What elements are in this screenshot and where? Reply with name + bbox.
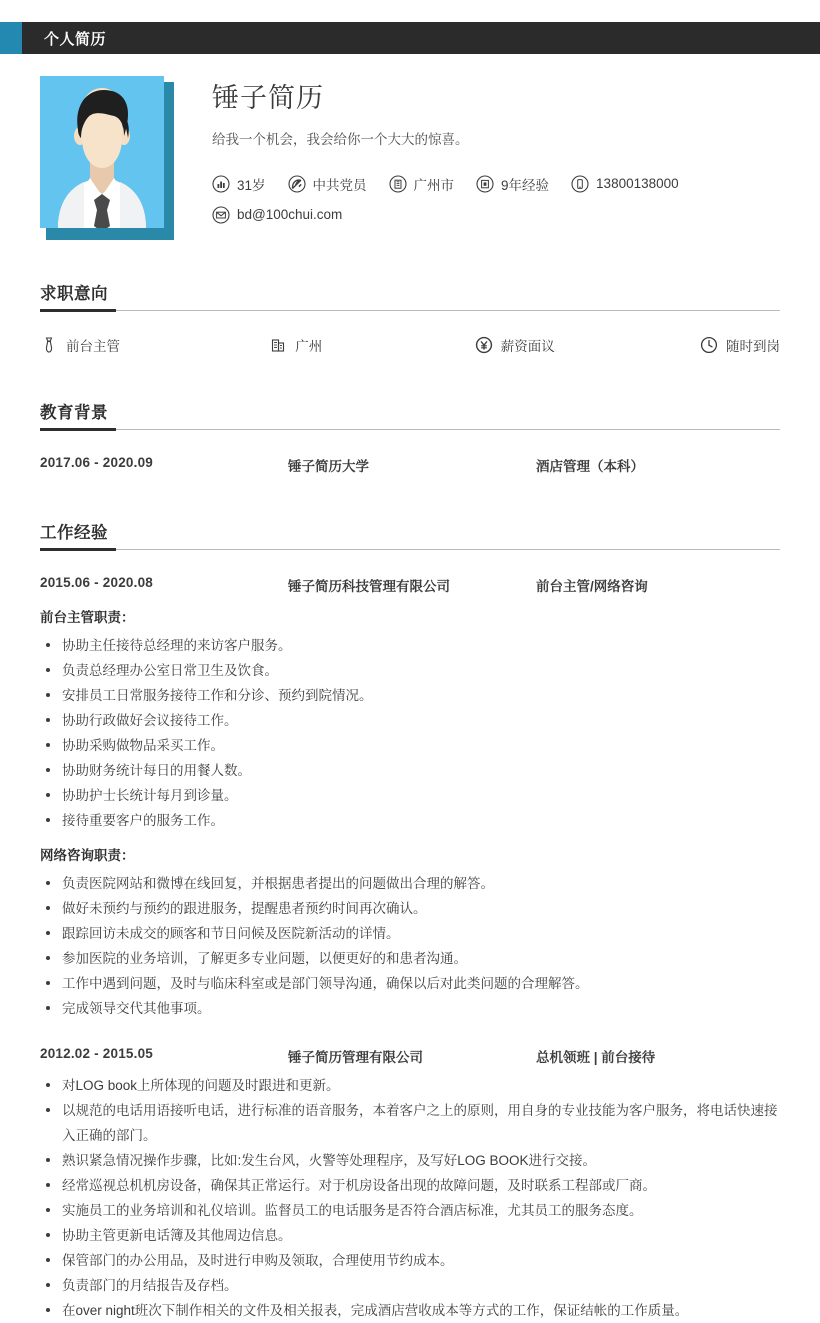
section-work-experience — [40, 519, 780, 1323]
section-rule — [40, 429, 780, 430]
list-item: 协助护士长统计每月到诊量。 — [40, 783, 780, 808]
job-intent-row — [40, 335, 780, 355]
intent-label-location: 广州 — [295, 338, 323, 354]
section-education — [40, 399, 780, 475]
list-item: 对LOG book上所体现的问题及时跟进和更新。 — [40, 1073, 780, 1098]
meta-item-age — [212, 174, 266, 194]
section-heading-job-intent — [40, 280, 780, 311]
contact-meta-list — [212, 174, 812, 236]
briefcase-icon — [476, 175, 494, 193]
avatar-photo — [40, 76, 164, 228]
section-rule-accent — [40, 309, 116, 312]
work-position: 总机领班 | 前台接待 — [536, 1049, 656, 1065]
office-building-icon — [269, 336, 287, 354]
section-heading-work — [40, 519, 780, 550]
list-item: 安排员工日常服务接待工作和分诊、预约到院情况。 — [40, 683, 780, 708]
section-title: 求职意向 — [40, 284, 108, 303]
list-item: 接待重要客户的服务工作。 — [40, 808, 780, 833]
work-date: 2012.02 - 2015.05 — [40, 1045, 153, 1061]
yen-circle-icon — [475, 336, 493, 354]
list-item: 以规范的电话用语接听电话，进行标准的语音服务，本着客户之上的原则，用自身的专业技能为客户服务，将电话快速接入正确的部门。 — [40, 1098, 780, 1148]
city-building-icon — [389, 175, 407, 193]
meta-label-age: 31岁 — [237, 177, 266, 193]
necktie-icon — [40, 336, 58, 354]
list-item: 在over night班次下制作相关的文件及相关报表，完成酒店营收成本等方式的工作，保证结帐的工作质量。 — [40, 1298, 780, 1323]
section-rule — [40, 310, 780, 311]
list-item: 协助主任接待总经理的来访客户服务。 — [40, 633, 780, 658]
section-rule — [40, 549, 780, 550]
meta-label-political-status: 中共党员 — [312, 177, 367, 193]
list-item: 协助行政做好会议接待工作。 — [40, 708, 780, 733]
mobile-phone-icon — [571, 175, 589, 193]
work-entry-row — [40, 1046, 780, 1066]
list-item: 负责医院网站和微博在线回复，并根据患者提出的问题做出合理的解答。 — [40, 871, 780, 896]
meta-item-city — [389, 174, 455, 194]
list-item: 保管部门的办公用品，及时进行申购及领取，合理使用节约成本。 — [40, 1248, 780, 1273]
meta-item-email — [212, 206, 342, 224]
work-duty-subtitle: 前台主管职责： — [40, 609, 135, 625]
list-item: 负责部门的月结报告及存档。 — [40, 1273, 780, 1298]
identity-block — [212, 76, 820, 236]
work-entry-row — [40, 575, 780, 595]
list-item: 参加医院的业务培训，了解更多专业问题，以便更好的和患者沟通。 — [40, 946, 780, 971]
meta-item-phone — [571, 175, 679, 193]
title-bar-accent-block — [0, 22, 22, 54]
intent-label-position: 前台主管 — [66, 338, 120, 354]
intent-item-salary — [475, 335, 700, 355]
page-title: 个人简历 — [44, 30, 107, 48]
intent-item-position — [40, 335, 269, 355]
section-rule-accent — [40, 428, 116, 431]
education-date: 2017.06 - 2020.09 — [40, 454, 153, 470]
candidate-name: 锤子简历 — [212, 83, 324, 113]
work-duty-list — [40, 1073, 780, 1323]
list-item: 做好未预约与预约的跟进服务，提醒患者预约时间再次确认。 — [40, 896, 780, 921]
education-major: 酒店管理（本科） — [536, 458, 644, 474]
list-item: 负责总经理办公室日常卫生及饮食。 — [40, 658, 780, 683]
avatar — [40, 76, 168, 234]
list-item: 经常巡视总机机房设备，确保其正常运行。对于机房设备出现的故障问题，及时联系工程部或厂商。 — [40, 1173, 780, 1198]
work-duty-list — [40, 633, 780, 833]
section-job-intent — [40, 280, 780, 355]
chart-bar-icon — [212, 175, 230, 193]
work-duty-subtitle: 网络咨询职责： — [40, 847, 135, 863]
intent-label-availability: 随时到岗 — [726, 338, 780, 354]
section-title: 工作经验 — [40, 523, 108, 542]
list-item: 协助采购做物品采买工作。 — [40, 733, 780, 758]
section-title: 教育背景 — [40, 403, 108, 422]
list-item: 工作中遇到问题，及时与临床科室或是部门领导沟通，确保以后对此类问题的合理解答。 — [40, 971, 780, 996]
intent-item-location — [269, 335, 475, 355]
meta-label-email: bd@100chui.com — [237, 207, 343, 223]
list-item: 实施员工的业务培训和礼仪培训。监督员工的电话服务是否符合酒店标准，尤其员工的服务态度。 — [40, 1198, 780, 1223]
education-school: 锤子简历大学 — [288, 458, 369, 474]
list-item: 完成领导交代其他事项。 — [40, 996, 780, 1021]
clock-icon — [700, 336, 718, 354]
list-item: 熟识紧急情况操作步骤，比如:发生台风，火警等处理程序，及写好LOG BOOK进行交接。 — [40, 1148, 780, 1173]
section-rule-accent — [40, 548, 116, 551]
work-company: 锤子简历科技管理有限公司 — [288, 578, 450, 594]
candidate-tagline: 给我一个机会，我会给你一个大大的惊喜。 — [212, 131, 469, 147]
section-heading-education — [40, 399, 780, 430]
intent-item-availability — [700, 335, 780, 355]
work-duty-list — [40, 871, 780, 1021]
list-item: 协助主管更新电话簿及其他周边信息。 — [40, 1223, 780, 1248]
list-item: 协助财务统计每日的用餐人数。 — [40, 758, 780, 783]
meta-label-city: 广州市 — [413, 177, 455, 193]
intent-label-salary: 薪资面议 — [500, 338, 555, 354]
hammer-sickle-icon — [288, 175, 306, 193]
profile-block — [40, 54, 820, 236]
work-position: 前台主管/网络咨询 — [536, 578, 648, 594]
person-avatar-photo-icon — [40, 76, 164, 228]
envelope-icon — [212, 206, 230, 224]
meta-item-experience — [476, 174, 549, 194]
meta-label-experience: 9年经验 — [501, 177, 550, 193]
work-date: 2015.06 - 2020.08 — [40, 574, 153, 590]
meta-item-political-status — [288, 174, 367, 194]
work-company: 锤子简历管理有限公司 — [288, 1049, 423, 1065]
resume-title-bar — [0, 22, 820, 54]
meta-label-phone: 13800138000 — [596, 176, 679, 192]
list-item: 跟踪回访未成交的顾客和节日问候及医院新活动的详情。 — [40, 921, 780, 946]
education-entry-row — [40, 455, 780, 475]
